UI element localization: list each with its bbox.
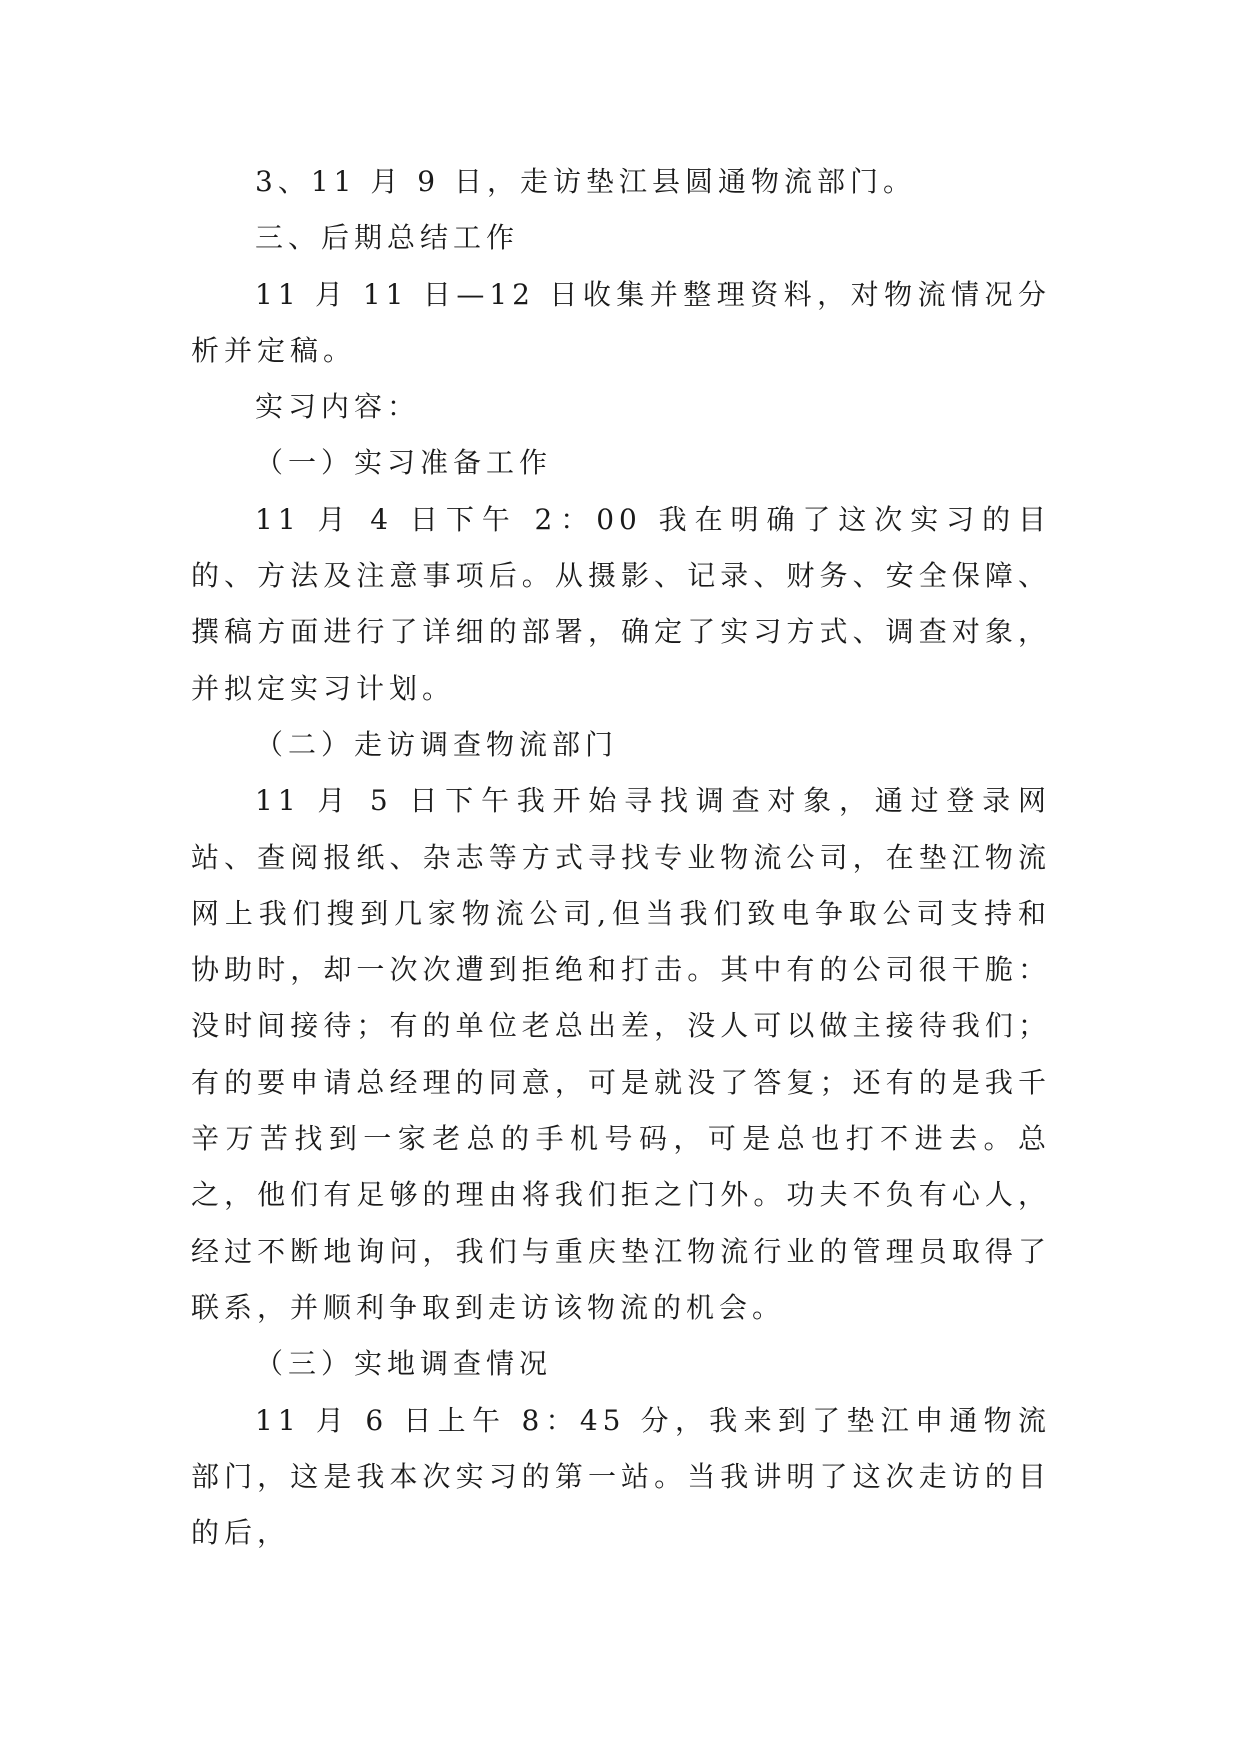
paragraph-item-3: 3、11 月 9 日，走访垫江县圆通物流部门。 xyxy=(255,165,916,198)
section-heading-summary: 三、后期总结工作 xyxy=(255,221,520,255)
paragraph-field-survey: 11 月 6 日上午 8：45 分，我来到了垫江申通物流部门，这是我本次实习的第一站。当我讲明了这次走访的目的后， xyxy=(191,1403,1051,1550)
subheading-visit: （二）走访调查物流部门 xyxy=(255,727,619,761)
paragraph-visit: 11 月 5 日下午我开始寻找调查对象，通过登录网站、查阅报纸、杂志等方式寻找专业物流公司，在垫江物流网上我们搜到几家物流公司,但当我们致电争取公司支持和协助时，却一次次遭到拒绝和打击。其中有的公司很干脆：没时间接待；有的单位老总出差，没人可以做主接待我们；有的要申请总经理的同意，可是就没了答复；还有的是我千辛万苦找到一家老总的手机号码，可是总也打不进去。总之，他们有足够的理由将我们拒之门外。功夫不负有心人，经过不断地询问，我们与重庆垫江物流行业的管理员取得了联系，并顺利争取到走访该物流的机会。 xyxy=(191,784,1051,1324)
document-body xyxy=(191,154,1051,1561)
subheading-field-survey: （三）实地调查情况 xyxy=(255,1347,553,1381)
paragraph-preparation: 11 月 4 日下午 2：00 我在明确了这次实习的目的、方法及注意事项后。从摄影、记录、财务、安全保障、撰稿方面进行了详细的部署，确定了实习方式、调查对象，并拟定实习计划。 xyxy=(191,502,1051,705)
subheading-preparation: （一）实习准备工作 xyxy=(255,446,553,480)
paragraph-summary: 11 月 11 日—12 日收集并整理资料，对物流情况分析并定稿。 xyxy=(191,277,1051,367)
section-heading-content: 实习内容： xyxy=(255,390,421,424)
